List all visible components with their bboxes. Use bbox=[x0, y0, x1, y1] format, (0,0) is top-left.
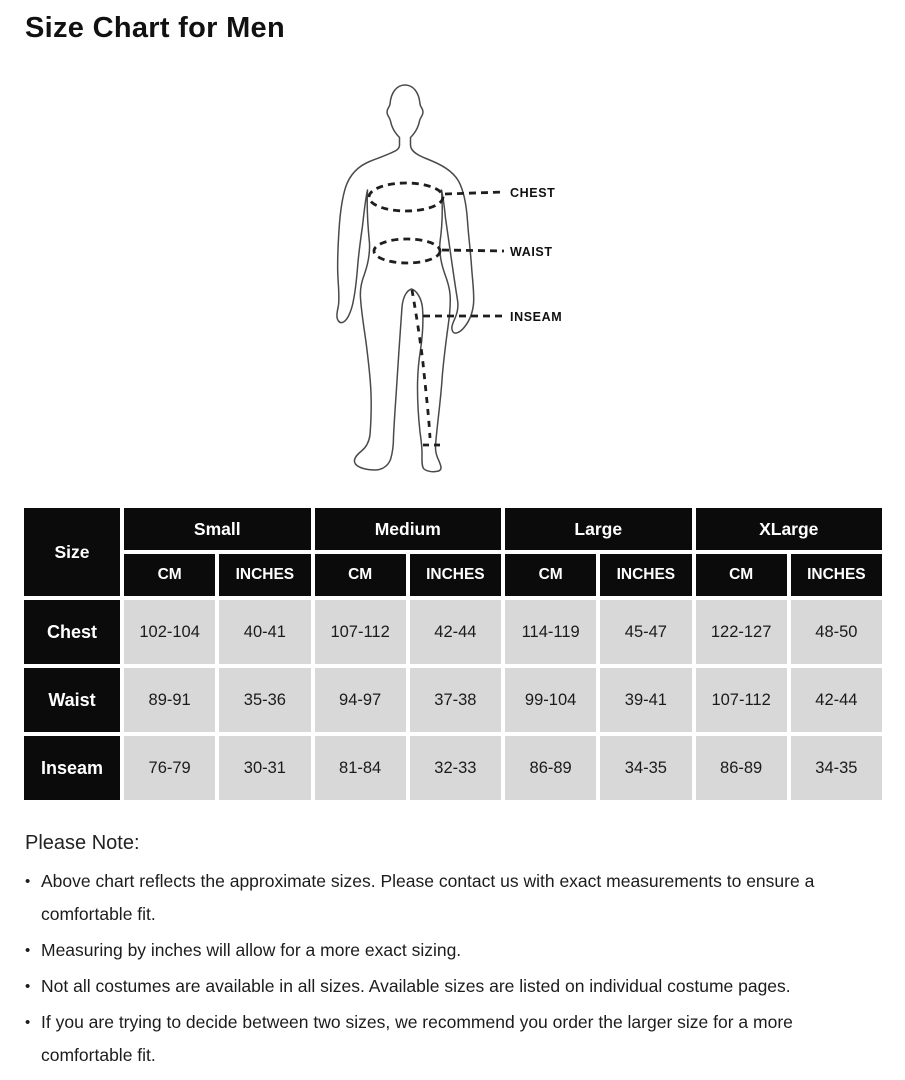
unit-header-row bbox=[24, 554, 882, 596]
header-large-cm: CM bbox=[505, 554, 596, 596]
row-label-inseam: Inseam bbox=[24, 736, 120, 800]
size-group-header-row bbox=[24, 508, 882, 550]
note-text: If you are trying to decide between two sizes, we recommend you order the larger size for a more comfortable fit. bbox=[41, 1012, 793, 1065]
list-item bbox=[25, 934, 883, 967]
body-measurement-diagram bbox=[330, 78, 640, 492]
table-row-inseam bbox=[24, 736, 882, 800]
waist-xlarge-cm: 107-112 bbox=[696, 668, 787, 732]
waist-small-cm: 89-91 bbox=[124, 668, 215, 732]
row-label-waist: Waist bbox=[24, 668, 120, 732]
waist-xlarge-inches: 42-44 bbox=[791, 668, 882, 732]
waist-large-inches: 39-41 bbox=[600, 668, 691, 732]
header-medium: Medium bbox=[315, 508, 502, 550]
list-item bbox=[25, 1006, 883, 1072]
inseam-xlarge-inches: 34-35 bbox=[791, 736, 882, 800]
note-text: Above chart reflects the approximate sizes. Please contact us with exact measurements to ensure a comfortable fit. bbox=[41, 871, 815, 924]
chest-xlarge-inches: 48-50 bbox=[791, 600, 882, 664]
chest-small-inches: 40-41 bbox=[219, 600, 310, 664]
chest-large-inches: 45-47 bbox=[600, 600, 691, 664]
table-row-waist bbox=[24, 668, 882, 732]
chest-medium-inches: 42-44 bbox=[410, 600, 501, 664]
header-medium-inches: INCHES bbox=[410, 554, 501, 596]
inseam-label: INSEAM bbox=[510, 310, 563, 324]
header-xlarge-cm: CM bbox=[696, 554, 787, 596]
list-item bbox=[25, 865, 883, 931]
header-xlarge: XLarge bbox=[696, 508, 883, 550]
header-large-inches: INCHES bbox=[600, 554, 691, 596]
header-xlarge-inches: INCHES bbox=[791, 554, 882, 596]
header-medium-cm: CM bbox=[315, 554, 406, 596]
table-row-chest bbox=[24, 600, 882, 664]
header-small: Small bbox=[124, 508, 311, 550]
chest-small-cm: 102-104 bbox=[124, 600, 215, 664]
bullet-marker: • bbox=[25, 942, 31, 959]
size-chart-table bbox=[20, 504, 886, 804]
header-small-inches: INCHES bbox=[219, 554, 310, 596]
inseam-medium-inches: 32-33 bbox=[410, 736, 501, 800]
waist-medium-cm: 94-97 bbox=[315, 668, 406, 732]
notes-list bbox=[25, 865, 883, 1072]
inseam-large-inches: 34-35 bbox=[600, 736, 691, 800]
waist-large-cm: 99-104 bbox=[505, 668, 596, 732]
waist-label: WAIST bbox=[510, 245, 553, 259]
waist-medium-inches: 37-38 bbox=[410, 668, 501, 732]
waist-small-inches: 35-36 bbox=[219, 668, 310, 732]
notes-section bbox=[25, 832, 883, 1075]
inseam-xlarge-cm: 86-89 bbox=[696, 736, 787, 800]
corner-header-size: Size bbox=[24, 508, 120, 596]
inseam-small-inches: 30-31 bbox=[219, 736, 310, 800]
bullet-marker: • bbox=[25, 873, 31, 890]
body-outline bbox=[337, 85, 474, 472]
bullet-marker: • bbox=[25, 978, 31, 995]
row-label-chest: Chest bbox=[24, 600, 120, 664]
chest-label: CHEST bbox=[510, 186, 556, 200]
note-text: Measuring by inches will allow for a more exact sizing. bbox=[41, 940, 462, 960]
bullet-marker: • bbox=[25, 1014, 31, 1031]
notes-heading: Please Note: bbox=[25, 832, 140, 854]
list-item bbox=[25, 970, 883, 1003]
inseam-small-cm: 76-79 bbox=[124, 736, 215, 800]
page-title: Size Chart for Men bbox=[25, 12, 285, 44]
note-text: Not all costumes are available in all sizes. Available sizes are listed on individual costume pages. bbox=[41, 976, 791, 996]
chest-large-cm: 114-119 bbox=[505, 600, 596, 664]
header-large: Large bbox=[505, 508, 692, 550]
header-small-cm: CM bbox=[124, 554, 215, 596]
inseam-medium-cm: 81-84 bbox=[315, 736, 406, 800]
chest-medium-cm: 107-112 bbox=[315, 600, 406, 664]
inseam-large-cm: 86-89 bbox=[505, 736, 596, 800]
chest-xlarge-cm: 122-127 bbox=[696, 600, 787, 664]
